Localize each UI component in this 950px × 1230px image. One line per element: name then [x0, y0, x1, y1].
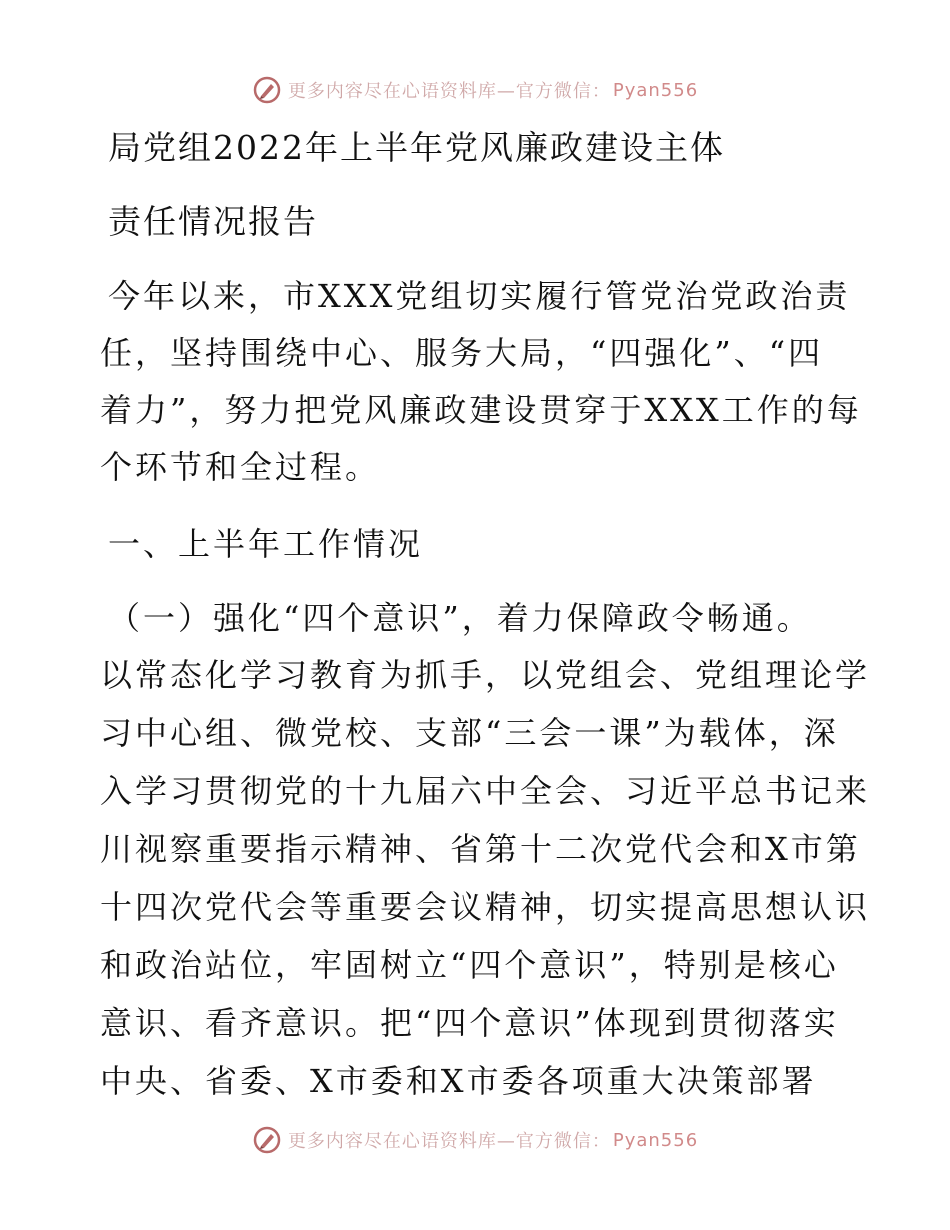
- pen-logo-icon: [252, 75, 282, 105]
- body-line: 川视察重要指示精神、省第十二次党代会和X市第: [100, 830, 861, 868]
- watermark-account: Pyan556: [612, 1129, 699, 1151]
- body-line: 和政治站位，牢固树立“四个意识”，特别是核心: [100, 946, 839, 984]
- watermark-account: Pyan556: [612, 79, 699, 101]
- subsection-heading: （一）强化“四个意识”，着力保障政令畅通。: [108, 599, 812, 637]
- watermark-text: 更多内容尽在心语资料库—官方微信：: [287, 81, 611, 102]
- document-title-line-1: 局党组2022年上半年党风廉政建设主体: [108, 128, 725, 167]
- intro-line: 今年以来，市XXX党组切实履行管党治党政治责: [108, 277, 851, 315]
- intro-line: 个环节和全过程。: [100, 448, 381, 486]
- body-line: 意识、看齐意识。把“四个意识”体现到贯彻落实: [100, 1004, 839, 1042]
- body-line: 入学习贯彻党的十九届六中全会、习近平总书记来: [100, 772, 871, 810]
- pen-logo-icon: [252, 1125, 282, 1155]
- intro-line: 任，坚持围绕中心、服务大局，“四强化”、“四: [100, 334, 824, 372]
- watermark-header: [0, 72, 950, 108]
- section-heading: 一、上半年工作情况: [108, 525, 424, 563]
- body-line: 十四次党代会等重要会议精神，切实提高思想认识: [100, 888, 871, 926]
- watermark-footer: [0, 1122, 950, 1158]
- document-title-line-2: 责任情况报告: [108, 202, 318, 241]
- intro-line: 着力”，努力把党风廉政建设贯穿于XXX工作的每: [100, 391, 862, 429]
- body-line: 以常态化学习教育为抓手，以党组会、党组理论学: [100, 656, 871, 694]
- body-line: 习中心组、微党校、支部“三会一课”为载体，深: [100, 714, 839, 752]
- watermark-text: 更多内容尽在心语资料库—官方微信：: [287, 1131, 611, 1152]
- body-line: 中央、省委、X市委和X市委各项重大决策部署: [100, 1062, 817, 1100]
